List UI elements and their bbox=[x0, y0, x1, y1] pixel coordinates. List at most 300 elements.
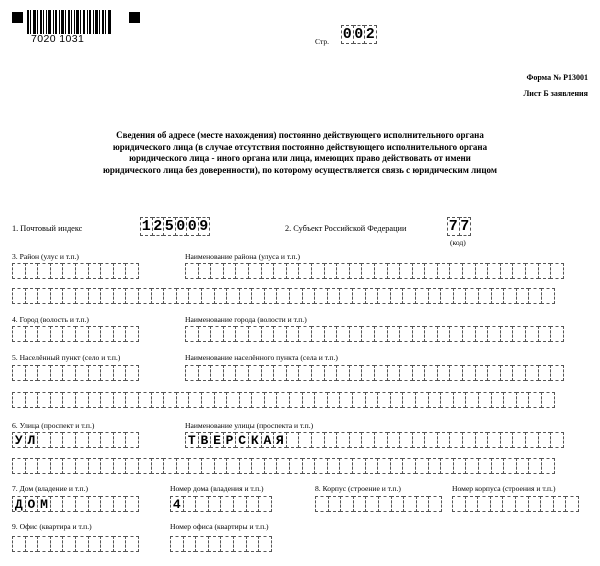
char-cell[interactable] bbox=[565, 496, 579, 512]
char-cell[interactable] bbox=[553, 496, 567, 512]
char-cell[interactable] bbox=[453, 458, 467, 474]
char-cell[interactable] bbox=[478, 458, 492, 474]
char-cell[interactable] bbox=[311, 432, 325, 448]
char-cell[interactable] bbox=[25, 326, 39, 342]
char-cell[interactable] bbox=[125, 496, 139, 512]
char-cell[interactable] bbox=[37, 288, 51, 304]
char-cell[interactable] bbox=[503, 392, 517, 408]
char-cell[interactable] bbox=[258, 536, 272, 552]
char-cell[interactable] bbox=[37, 458, 51, 474]
char-cell[interactable]: 9 bbox=[199, 218, 209, 235]
char-cell[interactable] bbox=[478, 288, 492, 304]
char-cell[interactable] bbox=[264, 392, 278, 408]
char-cell[interactable] bbox=[390, 288, 404, 304]
char-cell[interactable] bbox=[428, 392, 442, 408]
char-cell[interactable] bbox=[138, 288, 152, 304]
char-cell[interactable] bbox=[210, 365, 224, 381]
char-cell[interactable] bbox=[402, 392, 416, 408]
char-cell[interactable] bbox=[374, 432, 388, 448]
char-cell[interactable] bbox=[361, 432, 375, 448]
char-cell[interactable] bbox=[311, 365, 325, 381]
char-cell[interactable] bbox=[261, 263, 275, 279]
char-cell[interactable] bbox=[302, 458, 316, 474]
char-cell[interactable] bbox=[100, 496, 114, 512]
char-cell[interactable] bbox=[88, 432, 102, 448]
char-cell[interactable] bbox=[365, 392, 379, 408]
char-cell[interactable] bbox=[437, 326, 451, 342]
char-cell[interactable] bbox=[62, 326, 76, 342]
char-cell[interactable] bbox=[223, 326, 237, 342]
char-cell[interactable] bbox=[416, 496, 430, 512]
char-cell[interactable] bbox=[349, 326, 363, 342]
char-cell[interactable] bbox=[525, 365, 539, 381]
char-cell[interactable] bbox=[525, 263, 539, 279]
char-cell[interactable] bbox=[50, 536, 64, 552]
char-cell[interactable] bbox=[412, 432, 426, 448]
char-cell[interactable] bbox=[25, 536, 39, 552]
char-cell[interactable] bbox=[399, 432, 413, 448]
char-cell[interactable] bbox=[233, 496, 247, 512]
char-cell[interactable] bbox=[361, 326, 375, 342]
char-cell[interactable] bbox=[125, 458, 139, 474]
char-cell[interactable] bbox=[462, 365, 476, 381]
char-cell[interactable] bbox=[541, 392, 555, 408]
char-cell[interactable] bbox=[37, 536, 51, 552]
char-cell[interactable] bbox=[516, 458, 530, 474]
char-cell[interactable] bbox=[100, 536, 114, 552]
char-cell[interactable] bbox=[75, 288, 89, 304]
char-cell[interactable] bbox=[503, 458, 517, 474]
char-cell[interactable] bbox=[311, 263, 325, 279]
char-cell[interactable]: 7 bbox=[448, 218, 458, 235]
char-cell[interactable] bbox=[264, 288, 278, 304]
char-cell[interactable] bbox=[220, 536, 234, 552]
char-cell[interactable]: Е bbox=[210, 432, 224, 448]
char-cell[interactable] bbox=[352, 458, 366, 474]
char-cell[interactable] bbox=[412, 365, 426, 381]
char-cell[interactable] bbox=[387, 365, 401, 381]
char-cell[interactable] bbox=[25, 288, 39, 304]
char-cell[interactable] bbox=[298, 432, 312, 448]
char-cell[interactable] bbox=[462, 263, 476, 279]
char-cell[interactable] bbox=[176, 392, 190, 408]
char-cell[interactable] bbox=[286, 263, 300, 279]
char-cell[interactable] bbox=[75, 458, 89, 474]
char-cell[interactable] bbox=[235, 365, 249, 381]
char-cell[interactable] bbox=[349, 365, 363, 381]
char-cell[interactable] bbox=[210, 326, 224, 342]
char-cell[interactable] bbox=[248, 365, 262, 381]
char-cell[interactable] bbox=[25, 458, 39, 474]
char-cell[interactable] bbox=[88, 496, 102, 512]
char-cell[interactable] bbox=[475, 326, 489, 342]
char-cell[interactable]: А bbox=[261, 432, 275, 448]
char-cell[interactable] bbox=[50, 365, 64, 381]
char-cell[interactable] bbox=[339, 288, 353, 304]
char-cell[interactable] bbox=[550, 432, 564, 448]
char-cell[interactable] bbox=[415, 458, 429, 474]
char-cell[interactable] bbox=[125, 432, 139, 448]
char-cell[interactable] bbox=[424, 432, 438, 448]
char-cell[interactable] bbox=[100, 288, 114, 304]
subject-code-cells[interactable] bbox=[447, 217, 470, 236]
char-cell[interactable] bbox=[12, 536, 26, 552]
char-cell[interactable] bbox=[377, 392, 391, 408]
settlement-name-cells[interactable] bbox=[185, 365, 563, 381]
char-cell[interactable] bbox=[402, 288, 416, 304]
char-cell[interactable] bbox=[365, 458, 379, 474]
char-cell[interactable] bbox=[176, 458, 190, 474]
char-cell[interactable] bbox=[428, 458, 442, 474]
char-cell[interactable] bbox=[100, 263, 114, 279]
char-cell[interactable] bbox=[449, 365, 463, 381]
char-cell[interactable] bbox=[185, 365, 199, 381]
char-cell[interactable]: О bbox=[25, 496, 39, 512]
char-cell[interactable]: Л bbox=[25, 432, 39, 448]
char-cell[interactable] bbox=[88, 263, 102, 279]
char-cell[interactable] bbox=[336, 432, 350, 448]
char-cell[interactable] bbox=[314, 458, 328, 474]
char-cell[interactable] bbox=[491, 458, 505, 474]
char-cell[interactable] bbox=[235, 263, 249, 279]
char-cell[interactable] bbox=[239, 458, 253, 474]
char-cell[interactable] bbox=[452, 496, 466, 512]
char-cell[interactable]: У bbox=[12, 432, 26, 448]
char-cell[interactable] bbox=[349, 263, 363, 279]
char-cell[interactable] bbox=[540, 496, 554, 512]
char-cell[interactable] bbox=[12, 458, 26, 474]
char-cell[interactable] bbox=[226, 288, 240, 304]
char-cell[interactable] bbox=[201, 392, 215, 408]
char-cell[interactable] bbox=[550, 326, 564, 342]
char-cell[interactable] bbox=[336, 365, 350, 381]
char-cell[interactable] bbox=[465, 288, 479, 304]
char-cell[interactable] bbox=[298, 326, 312, 342]
char-cell[interactable] bbox=[377, 458, 391, 474]
char-cell[interactable] bbox=[88, 536, 102, 552]
char-cell[interactable] bbox=[113, 458, 127, 474]
char-cell[interactable] bbox=[500, 326, 514, 342]
char-cell[interactable] bbox=[475, 365, 489, 381]
house-number-cells[interactable] bbox=[170, 496, 271, 512]
char-cell[interactable] bbox=[538, 432, 552, 448]
char-cell[interactable] bbox=[183, 496, 197, 512]
char-cell[interactable] bbox=[550, 365, 564, 381]
char-cell[interactable] bbox=[415, 288, 429, 304]
char-cell[interactable] bbox=[515, 496, 529, 512]
char-cell[interactable] bbox=[195, 496, 209, 512]
char-cell[interactable] bbox=[198, 326, 212, 342]
char-cell[interactable] bbox=[12, 392, 26, 408]
char-cell[interactable] bbox=[286, 326, 300, 342]
char-cell[interactable] bbox=[541, 288, 555, 304]
char-cell[interactable] bbox=[512, 326, 526, 342]
char-cell[interactable] bbox=[251, 288, 265, 304]
char-cell[interactable] bbox=[75, 365, 89, 381]
char-cell[interactable] bbox=[298, 365, 312, 381]
char-cell[interactable] bbox=[377, 288, 391, 304]
char-cell[interactable] bbox=[324, 263, 338, 279]
char-cell[interactable] bbox=[391, 496, 405, 512]
char-cell[interactable] bbox=[538, 365, 552, 381]
char-cell[interactable] bbox=[62, 536, 76, 552]
char-cell[interactable] bbox=[315, 496, 329, 512]
char-cell[interactable] bbox=[125, 288, 139, 304]
char-cell[interactable] bbox=[302, 288, 316, 304]
char-cell[interactable] bbox=[440, 392, 454, 408]
char-cell[interactable]: М bbox=[37, 496, 51, 512]
char-cell[interactable] bbox=[475, 432, 489, 448]
char-cell[interactable] bbox=[516, 288, 530, 304]
char-cell[interactable] bbox=[512, 263, 526, 279]
char-cell[interactable] bbox=[490, 496, 504, 512]
char-cell[interactable] bbox=[25, 263, 39, 279]
char-cell[interactable] bbox=[365, 496, 379, 512]
char-cell[interactable] bbox=[449, 432, 463, 448]
char-cell[interactable] bbox=[428, 496, 442, 512]
char-cell[interactable] bbox=[125, 263, 139, 279]
char-cell[interactable] bbox=[138, 392, 152, 408]
char-cell[interactable] bbox=[50, 496, 64, 512]
char-cell[interactable] bbox=[289, 288, 303, 304]
char-cell[interactable] bbox=[399, 263, 413, 279]
char-cell[interactable]: 5 bbox=[164, 218, 174, 235]
char-cell[interactable] bbox=[248, 263, 262, 279]
char-cell[interactable] bbox=[324, 365, 338, 381]
char-cell[interactable] bbox=[339, 392, 353, 408]
char-cell[interactable] bbox=[239, 288, 253, 304]
char-cell[interactable] bbox=[185, 326, 199, 342]
char-cell[interactable] bbox=[88, 288, 102, 304]
char-cell[interactable] bbox=[75, 392, 89, 408]
char-cell[interactable] bbox=[437, 432, 451, 448]
char-cell[interactable] bbox=[201, 288, 215, 304]
char-cell[interactable] bbox=[183, 536, 197, 552]
char-cell[interactable] bbox=[185, 263, 199, 279]
char-cell[interactable] bbox=[487, 326, 501, 342]
char-cell[interactable] bbox=[246, 496, 260, 512]
char-cell[interactable] bbox=[500, 263, 514, 279]
char-cell[interactable] bbox=[339, 458, 353, 474]
char-cell[interactable] bbox=[62, 458, 76, 474]
char-cell[interactable] bbox=[37, 326, 51, 342]
char-cell[interactable] bbox=[62, 496, 76, 512]
char-cell[interactable] bbox=[449, 263, 463, 279]
char-cell[interactable] bbox=[220, 496, 234, 512]
char-cell[interactable] bbox=[302, 392, 316, 408]
char-cell[interactable] bbox=[378, 496, 392, 512]
house-type-cells[interactable] bbox=[12, 496, 138, 512]
char-cell[interactable] bbox=[324, 326, 338, 342]
char-cell[interactable] bbox=[374, 326, 388, 342]
char-cell[interactable]: Т bbox=[185, 432, 199, 448]
char-cell[interactable] bbox=[374, 365, 388, 381]
char-cell[interactable] bbox=[75, 326, 89, 342]
char-cell[interactable] bbox=[528, 392, 542, 408]
char-cell[interactable] bbox=[387, 326, 401, 342]
char-cell[interactable] bbox=[465, 392, 479, 408]
char-cell[interactable] bbox=[387, 432, 401, 448]
char-cell[interactable] bbox=[276, 392, 290, 408]
char-cell[interactable] bbox=[188, 458, 202, 474]
char-cell[interactable] bbox=[424, 326, 438, 342]
char-cell[interactable] bbox=[62, 365, 76, 381]
char-cell[interactable]: 0 bbox=[176, 218, 186, 235]
char-cell[interactable]: С bbox=[235, 432, 249, 448]
char-cell[interactable] bbox=[289, 458, 303, 474]
char-cell[interactable] bbox=[100, 326, 114, 342]
char-cell[interactable] bbox=[208, 536, 222, 552]
city-type-cells[interactable] bbox=[12, 326, 138, 342]
char-cell[interactable]: Д bbox=[12, 496, 26, 512]
char-cell[interactable] bbox=[361, 263, 375, 279]
char-cell[interactable] bbox=[248, 326, 262, 342]
char-cell[interactable]: Р bbox=[223, 432, 237, 448]
char-cell[interactable] bbox=[365, 288, 379, 304]
char-cell[interactable] bbox=[37, 365, 51, 381]
char-cell[interactable] bbox=[440, 288, 454, 304]
char-cell[interactable] bbox=[251, 392, 265, 408]
settlement-type-cells[interactable] bbox=[12, 365, 138, 381]
char-cell[interactable]: В bbox=[198, 432, 212, 448]
char-cell[interactable] bbox=[512, 432, 526, 448]
char-cell[interactable] bbox=[151, 392, 165, 408]
char-cell[interactable] bbox=[428, 288, 442, 304]
char-cell[interactable] bbox=[37, 392, 51, 408]
char-cell[interactable] bbox=[512, 365, 526, 381]
char-cell[interactable] bbox=[440, 458, 454, 474]
char-cell[interactable] bbox=[37, 432, 51, 448]
char-cell[interactable] bbox=[412, 263, 426, 279]
char-cell[interactable] bbox=[208, 496, 222, 512]
char-cell[interactable] bbox=[233, 536, 247, 552]
char-cell[interactable] bbox=[62, 432, 76, 448]
char-cell[interactable] bbox=[50, 432, 64, 448]
char-cell[interactable] bbox=[88, 458, 102, 474]
char-cell[interactable] bbox=[412, 326, 426, 342]
char-cell[interactable] bbox=[273, 263, 287, 279]
char-cell[interactable] bbox=[538, 326, 552, 342]
char-cell[interactable] bbox=[502, 496, 516, 512]
char-cell[interactable] bbox=[37, 263, 51, 279]
char-cell[interactable]: К bbox=[248, 432, 262, 448]
char-cell[interactable] bbox=[403, 496, 417, 512]
char-cell[interactable] bbox=[273, 365, 287, 381]
char-cell[interactable] bbox=[113, 365, 127, 381]
char-cell[interactable] bbox=[113, 263, 127, 279]
char-cell[interactable] bbox=[374, 263, 388, 279]
char-cell[interactable] bbox=[437, 365, 451, 381]
char-cell[interactable] bbox=[453, 288, 467, 304]
char-cell[interactable] bbox=[276, 288, 290, 304]
char-cell[interactable] bbox=[491, 392, 505, 408]
char-cell[interactable] bbox=[462, 326, 476, 342]
char-cell[interactable] bbox=[449, 326, 463, 342]
char-cell[interactable] bbox=[487, 365, 501, 381]
char-cell[interactable] bbox=[88, 392, 102, 408]
char-cell[interactable] bbox=[516, 392, 530, 408]
char-cell[interactable] bbox=[226, 458, 240, 474]
char-cell[interactable] bbox=[264, 458, 278, 474]
char-cell[interactable] bbox=[163, 458, 177, 474]
char-cell[interactable] bbox=[402, 458, 416, 474]
char-cell[interactable]: Я bbox=[273, 432, 287, 448]
char-cell[interactable] bbox=[50, 392, 64, 408]
char-cell[interactable] bbox=[327, 392, 341, 408]
char-cell[interactable] bbox=[163, 392, 177, 408]
char-cell[interactable] bbox=[336, 326, 350, 342]
char-cell[interactable] bbox=[327, 458, 341, 474]
char-cell[interactable] bbox=[399, 365, 413, 381]
char-cell[interactable] bbox=[210, 263, 224, 279]
char-cell[interactable] bbox=[538, 263, 552, 279]
char-cell[interactable] bbox=[528, 458, 542, 474]
char-cell[interactable] bbox=[528, 288, 542, 304]
char-cell[interactable] bbox=[500, 432, 514, 448]
char-cell[interactable] bbox=[125, 365, 139, 381]
char-cell[interactable] bbox=[541, 458, 555, 474]
district-type-cells[interactable] bbox=[12, 263, 138, 279]
char-cell[interactable] bbox=[525, 432, 539, 448]
char-cell[interactable] bbox=[258, 496, 272, 512]
char-cell[interactable] bbox=[151, 288, 165, 304]
char-cell[interactable] bbox=[491, 288, 505, 304]
char-cell[interactable] bbox=[223, 365, 237, 381]
char-cell[interactable] bbox=[528, 496, 542, 512]
district-name-cells-row2[interactable] bbox=[12, 288, 554, 304]
char-cell[interactable]: 7 bbox=[460, 218, 470, 235]
char-cell[interactable] bbox=[151, 458, 165, 474]
char-cell[interactable] bbox=[188, 288, 202, 304]
building-type-cells[interactable] bbox=[315, 496, 441, 512]
char-cell[interactable] bbox=[12, 263, 26, 279]
char-cell[interactable] bbox=[324, 432, 338, 448]
char-cell[interactable] bbox=[50, 458, 64, 474]
char-cell[interactable] bbox=[424, 365, 438, 381]
district-name-cells[interactable] bbox=[185, 263, 563, 279]
char-cell[interactable] bbox=[328, 496, 342, 512]
char-cell[interactable] bbox=[349, 432, 363, 448]
char-cell[interactable] bbox=[88, 365, 102, 381]
char-cell[interactable] bbox=[188, 392, 202, 408]
city-name-cells[interactable] bbox=[185, 326, 563, 342]
char-cell[interactable] bbox=[75, 536, 89, 552]
char-cell[interactable] bbox=[286, 365, 300, 381]
char-cell[interactable] bbox=[62, 288, 76, 304]
char-cell[interactable] bbox=[12, 288, 26, 304]
char-cell[interactable] bbox=[198, 365, 212, 381]
char-cell[interactable] bbox=[336, 263, 350, 279]
char-cell[interactable]: 1 bbox=[141, 218, 151, 235]
char-cell[interactable] bbox=[113, 392, 127, 408]
char-cell[interactable] bbox=[125, 392, 139, 408]
char-cell[interactable] bbox=[327, 288, 341, 304]
char-cell[interactable] bbox=[246, 536, 260, 552]
char-cell[interactable] bbox=[25, 392, 39, 408]
char-cell[interactable] bbox=[390, 392, 404, 408]
street-name-cells[interactable] bbox=[185, 432, 563, 448]
char-cell[interactable] bbox=[226, 392, 240, 408]
char-cell[interactable] bbox=[125, 326, 139, 342]
char-cell[interactable] bbox=[261, 326, 275, 342]
char-cell[interactable]: 2 bbox=[153, 218, 163, 235]
char-cell[interactable] bbox=[100, 392, 114, 408]
char-cell[interactable] bbox=[399, 326, 413, 342]
street-name-cells-row2[interactable] bbox=[12, 458, 554, 474]
char-cell[interactable] bbox=[525, 326, 539, 342]
street-type-cells[interactable] bbox=[12, 432, 138, 448]
char-cell[interactable] bbox=[113, 432, 127, 448]
